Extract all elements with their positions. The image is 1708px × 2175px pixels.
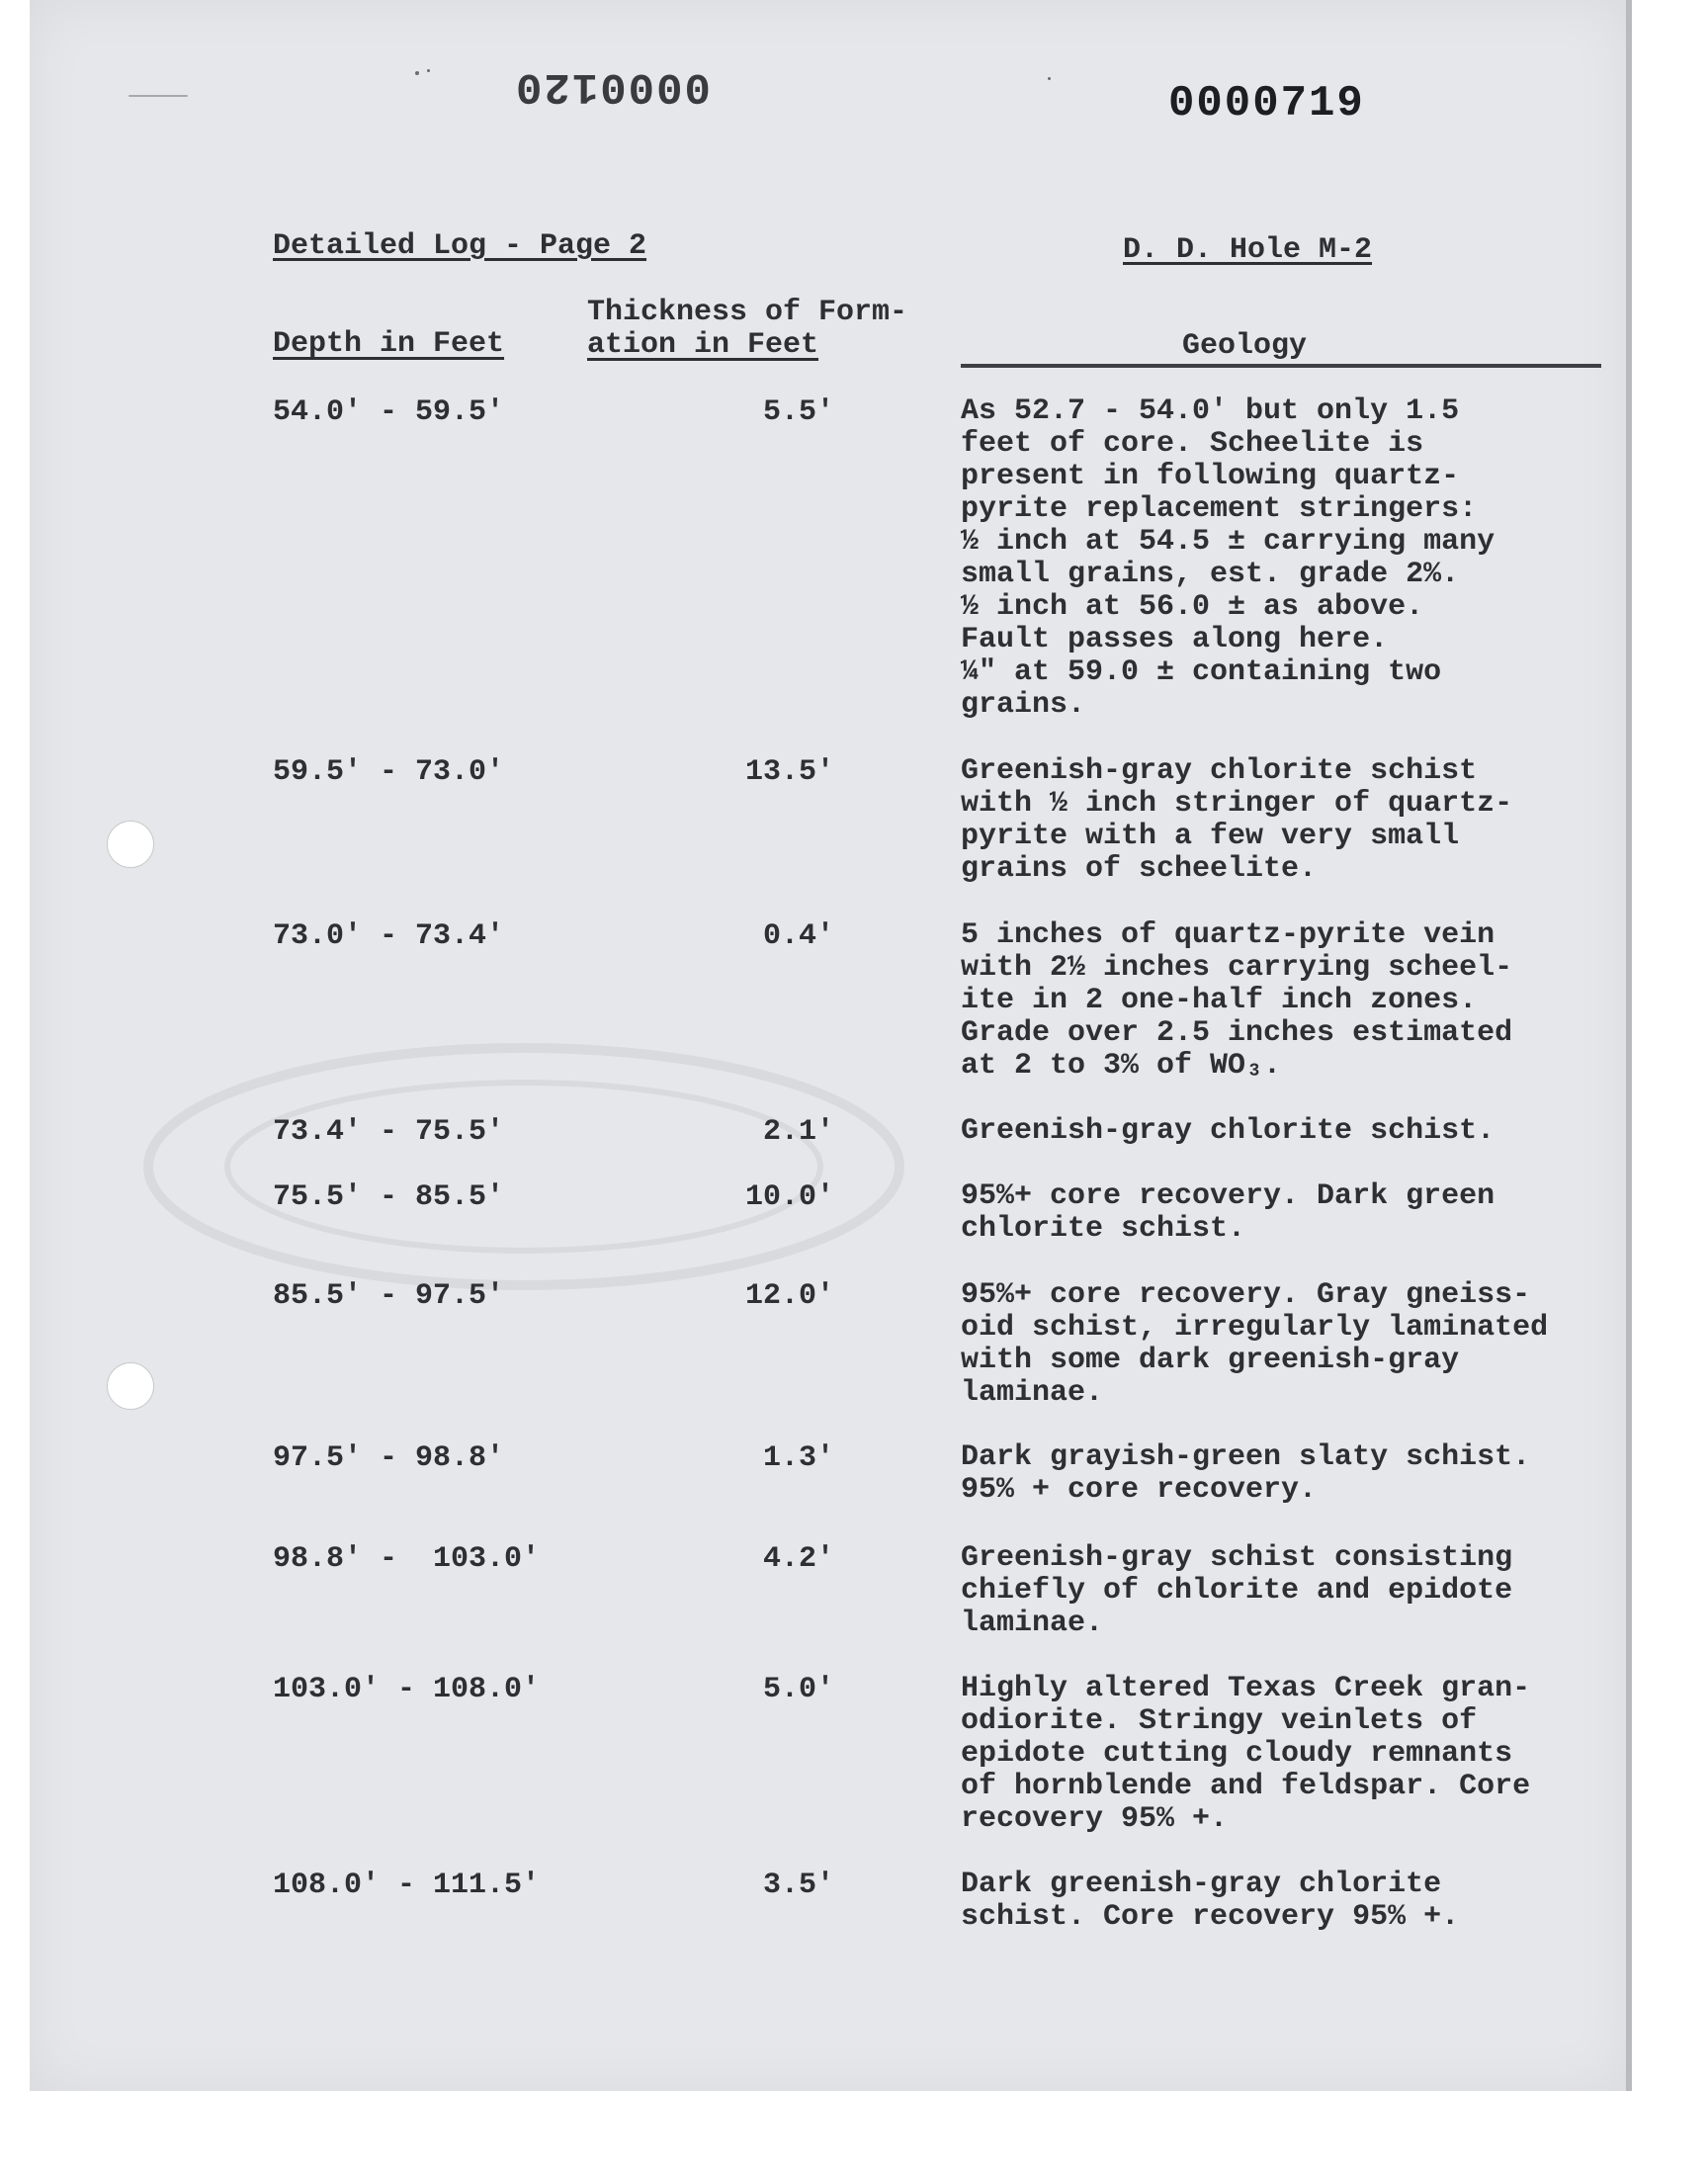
- geology-header-rule: [961, 364, 1601, 368]
- formation-thickness: 2.1': [762, 1115, 834, 1149]
- geology-description: Greenish-gray schist consisting chiefly of chlorite and epidote laminae.: [961, 1541, 1513, 1640]
- punch-hole-upper: [107, 821, 154, 868]
- geology-description: As 52.7 - 54.0' but only 1.5 feet of core. Scheelite is present in following quartz- pyrite replacement stringers: ½ inch at 54.5 ± carrying many small grains, est. grade 2%. ½ inch at 56.0 ± as above. Fault passes along here. ¼" at 59.0 ± containing two grains.: [961, 394, 1495, 722]
- depth-range: 103.0' - 108.0': [273, 1673, 541, 1706]
- column-header-depth: Depth in Feet: [273, 327, 505, 361]
- depth-range: 54.0' - 59.5': [273, 395, 505, 429]
- depth-range: 97.5' - 98.8': [273, 1441, 505, 1475]
- depth-range: 85.5' - 97.5': [273, 1279, 505, 1313]
- geology-description: Dark grayish-green slaty schist. 95% + core recovery.: [961, 1440, 1531, 1507]
- scan-speck: [128, 95, 188, 97]
- formation-thickness: 10.0': [744, 1180, 834, 1214]
- scan-speck: [415, 71, 419, 75]
- formation-thickness: 4.2': [762, 1542, 834, 1576]
- geology-description: 95%+ core recovery. Dark green chlorite schist.: [961, 1179, 1495, 1246]
- document-number-inverted: 0000120: [514, 61, 711, 111]
- geology-description: 5 inches of quartz-pyrite vein with 2½ inches carrying scheel- ite in 2 one-half inch zones. Grade over 2.5 inches estimated at 2 to 3% of WO₃.: [961, 918, 1513, 1083]
- formation-thickness: 5.0': [762, 1673, 834, 1706]
- scan-margin: [0, 2091, 1708, 2175]
- formation-thickness: 12.0': [744, 1279, 834, 1313]
- column-header-thickness: [587, 297, 953, 362]
- page-edge-shadow: [1626, 0, 1632, 2091]
- depth-range: 73.4' - 75.5': [273, 1115, 505, 1149]
- hole-id-title: D. D. Hole M-2: [1123, 233, 1373, 267]
- geology-description: Dark greenish-gray chlorite schist. Core recovery 95% +.: [961, 1868, 1460, 1934]
- geology-description: Greenish-gray chlorite schist.: [961, 1114, 1495, 1148]
- geology-description: Highly altered Texas Creek gran- odiorite. Stringy veinlets of epidote cutting cloudy remnants of hornblende and feldspar. Core recovery 95% +.: [961, 1672, 1531, 1836]
- depth-range: 98.8' - 103.0': [273, 1542, 541, 1576]
- depth-range: 75.5' - 85.5': [273, 1180, 505, 1214]
- formation-thickness: 1.3': [762, 1441, 834, 1475]
- depth-range: 59.5' - 73.0': [273, 755, 505, 789]
- formation-thickness: 0.4': [762, 919, 834, 953]
- scan-speck: [427, 69, 430, 72]
- column-header-thickness-line2: ation in Feet: [587, 328, 819, 362]
- log-page-title: Detailed Log - Page 2: [273, 229, 647, 263]
- column-header-geology: Geology: [1182, 329, 1308, 363]
- punch-hole-lower: [107, 1362, 154, 1410]
- formation-thickness: 5.5': [762, 395, 834, 429]
- document-number: 0000719: [1168, 79, 1365, 129]
- column-header-thickness-line1: Thickness of Form-: [587, 296, 908, 329]
- depth-range: 108.0' - 111.5': [273, 1869, 541, 1902]
- faint-stamp-watermark: [109, 1028, 919, 1305]
- formation-thickness: 3.5': [762, 1869, 834, 1902]
- geology-description: Greenish-gray chlorite schist with ½ inch stringer of quartz- pyrite with a few very small grains of scheelite.: [961, 754, 1513, 886]
- formation-thickness: 13.5': [744, 755, 834, 789]
- scan-speck: [1048, 77, 1051, 80]
- geology-description: 95%+ core recovery. Gray gneiss- oid schist, irregularly laminated with some dark greenish-gray laminae.: [961, 1278, 1549, 1410]
- depth-range: 73.0' - 73.4': [273, 919, 505, 953]
